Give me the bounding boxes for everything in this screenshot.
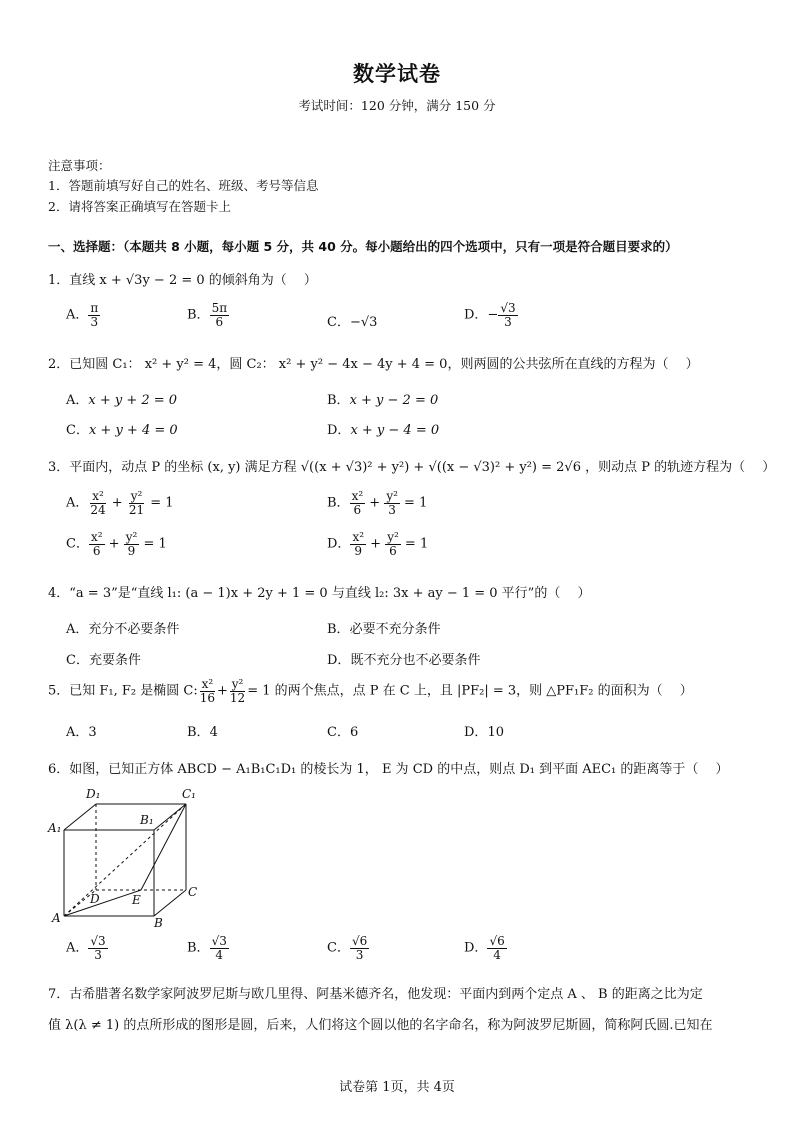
q2-option-d: D．x + y − 4 = 0 (327, 423, 440, 438)
label-c1: C₁ (182, 787, 196, 801)
section-heading: 一、选择题：（本题共 8 小题，每小题 5 分，共 40 分。每小题给出的四个选项中，只有一项是符合题目要求的） (48, 239, 678, 254)
exam-info: 考试时间：120 分钟，满分 150 分 (298, 98, 496, 113)
q4-option-d: D．既不充分也不必要条件 (327, 653, 481, 668)
label-e: E (132, 893, 141, 907)
question-4-stem: 4．“a = 3”是“直线 l₁: (a − 1)x + 2y + 1 = 0 与直线 l₂: 3x + ay − 1 = 0 平行”的（ ） (48, 586, 591, 601)
q3-option-a: A． $\frac{\text{x²}}{24}$ + $\frac{\text{y²}}{21}$ = 1 (66, 489, 174, 517)
label-d1: D₁ (86, 787, 101, 801)
q6-option-c: C． $\frac{√6}{3}$ (327, 934, 368, 962)
q5-option-d: D．10 (464, 725, 504, 740)
q3-option-b: B． $\frac{\text{x²}}{6}$ + $\frac{\text{y²}}{3}$ = 1 (327, 489, 428, 517)
q5-option-c: C．6 (327, 725, 359, 740)
q3-option-c: C． $\frac{\text{x²}}{6}$ + $\frac{\text{y²}}{9}$ = 1 (66, 530, 167, 558)
label-c: C (188, 885, 198, 899)
q6-option-b: B． $\frac{√3}{4}$ (187, 934, 227, 962)
note-item: 2．请将答案正确填写在答题卡上 (48, 199, 231, 214)
q4-option-b: B．必要不充分条件 (327, 622, 441, 637)
q2-option-a: A．x + y + 2 = 0 (66, 393, 178, 408)
question-1-stem: 1．直线 x + √3y − 2 = 0 的倾斜角为（ ） (48, 273, 317, 288)
q5-option-b: B．4 (187, 725, 218, 740)
q4-option-c: C．充要条件 (66, 653, 141, 668)
q2-option-b: B．x + y − 2 = 0 (327, 393, 439, 408)
q1-option-b: B． $\frac{5\pi}{6}$ (187, 301, 228, 329)
page-footer: 试卷第 1页，共 4页 (339, 1080, 455, 1095)
q1-option-a: A． $\frac{\pi}{3}$ (66, 301, 99, 329)
notes-heading: 注意事项： (48, 158, 111, 173)
q1-option-c: C．−√3 (327, 315, 378, 330)
cube-figure (44, 786, 204, 928)
note-item: 1．答题前填写好自己的姓名、班级、考号等信息 (48, 178, 319, 193)
q2-option-c: C．x + y + 4 = 0 (66, 423, 178, 438)
question-2-stem: 2．已知圆 C₁： x² + y² = 4，圆 C₂： x² + y² − 4x − 4y + 4 = 0，则两圆的公共弦所在直线的方程为（ ） (48, 357, 699, 372)
question-6-stem: 6．如图，已知正方体 ABCD − A₁B₁C₁D₁ 的棱长为 1， E 为 CD 的中点，则点 D₁ 到平面 AEC₁ 的距离等于（ ） (48, 762, 729, 777)
page-title: 数学试卷 (353, 62, 441, 86)
question-5-stem: 5．已知 F₁, F₂ 是椭圆 C: $\frac{\text{x²}}{16}$ + $\frac{\text{y²}}{12}$ = 1 的两个焦点，点 P 在 C 上，且 |PF₂| = 3，则 △PF₁F₂ 的面积为（ ） (48, 677, 693, 705)
question-7-line-2: 值 λ(λ ≠ 1) 的点所形成的图形是圆，后来，人们将这个圆以他的名字命名，称为阿波罗尼斯圆，简称阿氏圆.已知在 (48, 1018, 713, 1033)
q4-option-a: A．充分不必要条件 (66, 622, 180, 637)
q6-option-a: A． $\frac{√3}{3}$ (66, 934, 106, 962)
label-b: B (154, 916, 163, 928)
q6-option-d: D． $\frac{√6}{4}$ (464, 934, 505, 962)
label-a: A (52, 911, 61, 925)
label-a1: A₁ (48, 821, 62, 835)
q1-option-d: D．− $\frac{√3}{3}$ (464, 301, 516, 329)
q5-option-a: A．3 (66, 725, 97, 740)
q3-option-d: D． $\frac{\text{x²}}{9}$ + $\frac{\text{y²}}{6}$ = 1 (327, 530, 429, 558)
question-7-line-1: 7．古希腊著名数学家阿波罗尼斯与欧几里得、阿基米德齐名，他发现：平面内到两个定点 A 、 B 的距离之比为定 (48, 987, 703, 1002)
label-b1: B₁ (140, 813, 154, 827)
label-d: D (90, 892, 100, 906)
question-3-stem: 3．平面内，动点 P 的坐标 (x, y) 满足方程 √((x + √3)² + y²) + √((x − √3)² + y²) = 2√6 ，则动点 P 的轨迹方程为（ ） (48, 460, 776, 475)
